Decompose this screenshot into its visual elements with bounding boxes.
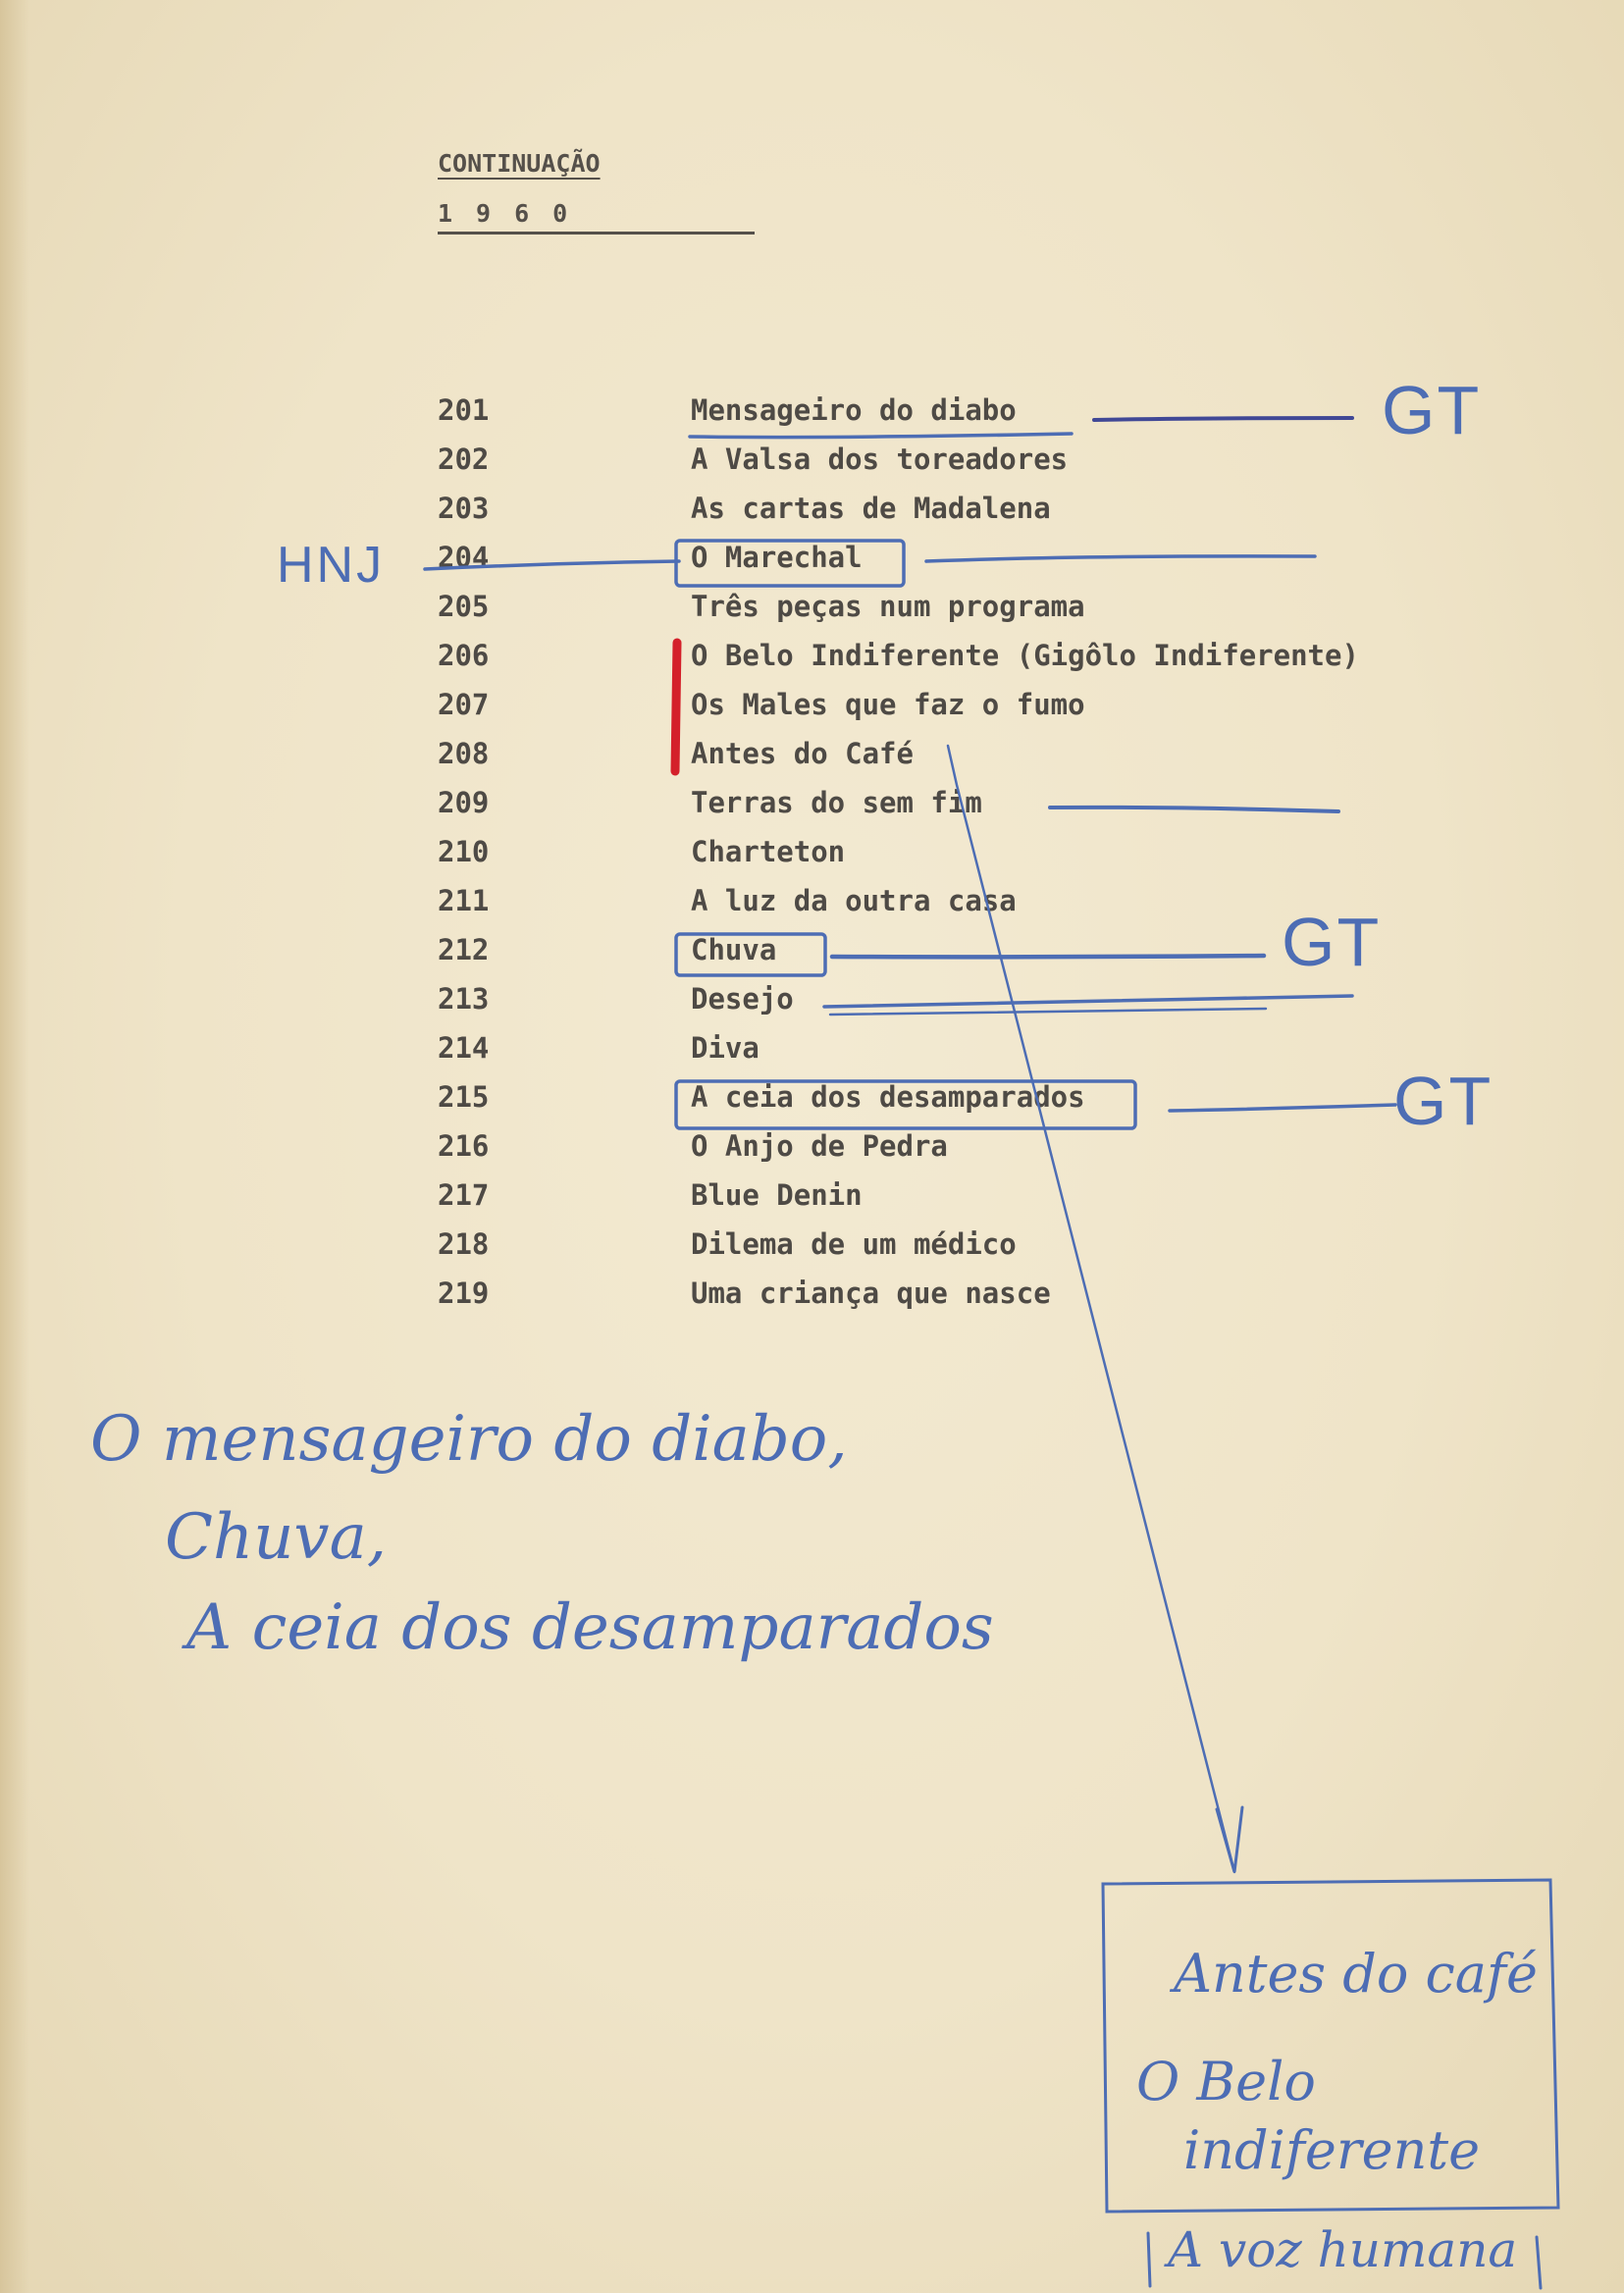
handwritten-note-line-2: Chuva, (165, 1501, 388, 1574)
entry-title: O Marechal (691, 541, 863, 574)
entry-number: 205 (438, 590, 490, 623)
heading-year: 1960 (438, 199, 592, 228)
handwritten-note-line-3: A ceia dos desamparados (186, 1591, 994, 1664)
entry-title: Diva (691, 1031, 760, 1065)
entry-title: Charteton (691, 835, 846, 868)
entry-number: 209 (438, 786, 490, 819)
arrow-head (1217, 1807, 1242, 1872)
entry-title: A Valsa dos toreadores (691, 443, 1069, 476)
entry-title: Desejo (691, 982, 794, 1016)
line-after-marechal (926, 556, 1315, 561)
entry-number: 218 (438, 1227, 490, 1261)
annotation-box-bottom: A voz humana (1168, 2221, 1518, 2278)
heading-year-underline (438, 232, 755, 235)
entry-title: Os Males que faz o fumo (691, 688, 1085, 721)
entry-number: 213 (438, 982, 490, 1016)
underline-mensageiro (690, 434, 1072, 438)
annotation-gt-215: GT (1393, 1063, 1493, 1139)
entry-number: 207 (438, 688, 490, 721)
annotation-gt-212: GT (1282, 904, 1382, 980)
entry-title: A luz da outra casa (691, 884, 1017, 917)
annotation-hnj: HNJ (277, 537, 386, 594)
entry-title: A ceia dos desamparados (691, 1080, 1085, 1114)
entry-title: Uma criança que nasce (691, 1277, 1051, 1310)
bracket-left (1148, 2233, 1150, 2286)
entry-title: O Belo Indiferente (Gigôlo Indiferente) (691, 639, 1359, 672)
line-ceia-to-gt (1170, 1105, 1395, 1111)
entry-title: Terras do sem fim (691, 786, 982, 819)
red-margin-mark (675, 643, 677, 771)
annotation-box-line-3: indiferente (1183, 2119, 1481, 2181)
entry-title: O Anjo de Pedra (691, 1129, 948, 1163)
entry-number: 201 (438, 393, 490, 427)
line-after-desejo-2 (830, 1009, 1266, 1015)
entry-number: 210 (438, 835, 490, 868)
entry-title: Três peças num programa (691, 590, 1085, 623)
annotation-box-line-1: Antes do café (1174, 1943, 1538, 2005)
entry-title: Chuva (691, 933, 777, 966)
paper-edge-shadow (0, 0, 29, 2293)
annotation-box-line-2: O Belo (1136, 2051, 1316, 2112)
entry-number: 217 (438, 1178, 490, 1212)
line-after-desejo-1 (824, 996, 1352, 1007)
entry-number: 216 (438, 1129, 490, 1163)
line-to-gt-201 (1094, 418, 1352, 420)
entry-title: As cartas de Madalena (691, 492, 1051, 525)
line-chuva-to-gt (832, 956, 1264, 957)
entry-number: 208 (438, 737, 490, 770)
entry-title: Mensageiro do diabo (691, 393, 1017, 427)
entry-title: Blue Denin (691, 1178, 863, 1212)
entry-number: 212 (438, 933, 490, 966)
entry-title: Antes do Café (691, 737, 914, 770)
bracket-right (1537, 2237, 1541, 2288)
entry-number: 202 (438, 443, 490, 476)
heading-continuacao: CONTINUAÇÃO (438, 149, 601, 178)
entry-number: 219 (438, 1277, 490, 1310)
handwritten-note-line-1: O mensageiro do diabo, (90, 1403, 848, 1476)
entry-number: 214 (438, 1031, 490, 1065)
entry-number: 203 (438, 492, 490, 525)
entry-title: Dilema de um médico (691, 1227, 1017, 1261)
entry-number: 204 (438, 541, 490, 574)
entry-number: 215 (438, 1080, 490, 1114)
annotation-gt-201: GT (1382, 372, 1482, 448)
line-after-terras (1050, 808, 1338, 811)
entry-number: 211 (438, 884, 490, 917)
entry-number: 206 (438, 639, 490, 672)
